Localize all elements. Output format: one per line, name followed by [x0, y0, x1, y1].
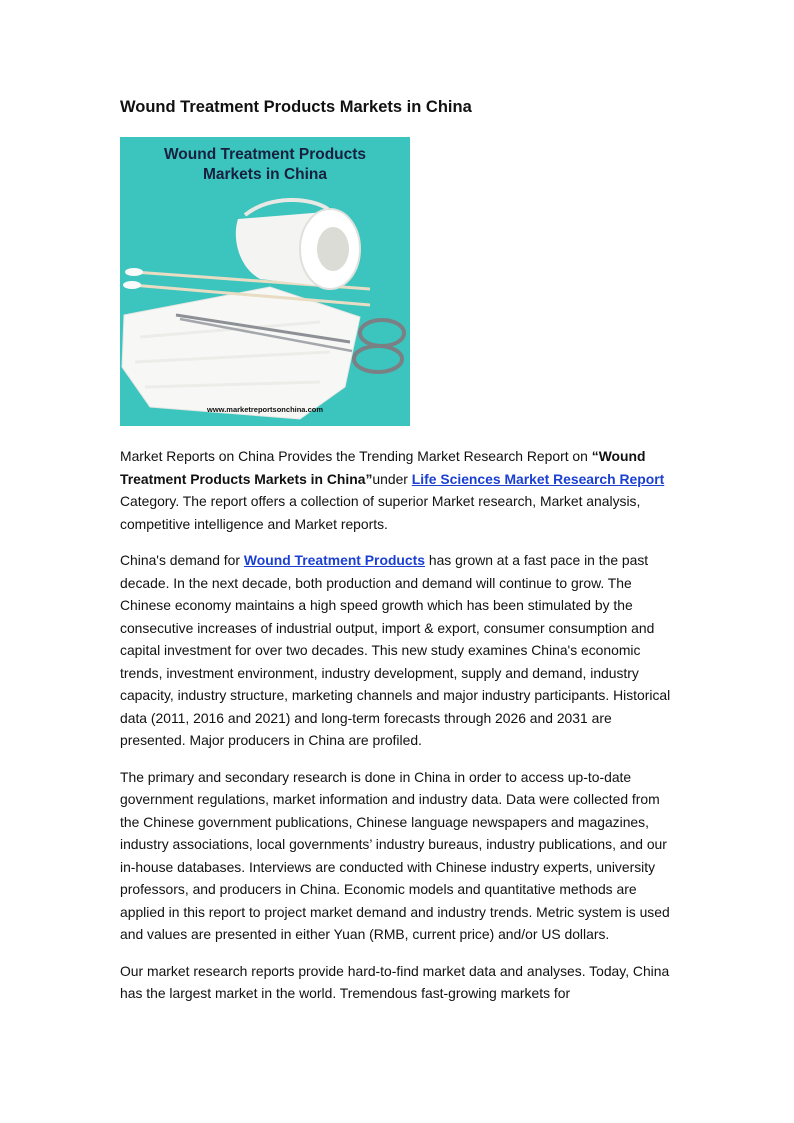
hero-title-line1: Wound Treatment Products	[163, 146, 367, 163]
intro-paragraph	[120, 445, 680, 535]
demand-text-2: has grown at a fast pace in the past decade. In the next decade, both production and demand will continue to grow. The Chinese economy maintains a high speed growth which has been stimulated by the consecutive increases of industrial output, import & export, consumer consumption and capital investment for over two decades. This new study examines China's economic trends, investment environment, industry development, supply and demand, industry capacity, industry structure, marketing channels and major industry participants. Historical data (2011, 2016 and 2021) and long-term forecasts through 2026 and 2031 are presented. Major producers in China are profiled.	[120, 552, 671, 748]
demand-paragraph	[120, 549, 680, 752]
research-paragraph: The primary and secondary research is done in China in order to access up-to-date government regulations, market information and industry data. Data were collected from the Chinese government publications, Chinese language newspapers and magazines, industry associations, local governments’ industry bureaus, industry publications, and our in-house databases. Interviews are conducted with Chinese industry experts, university professors, and producers in China. Economic models and quantitative methods are applied in this report to project market demand and industry trends. Metric system is used and values are presented in either Yuan (RMB, current price) and/or US dollars.	[120, 768, 670, 942]
intro-text-1: Market Reports on China Provides the Trending Market Research Report on	[120, 448, 592, 464]
intro-report-name: “Wound Treatment Products Markets in China”	[120, 448, 646, 487]
page-title: Wound Treatment Products Markets in China	[120, 98, 472, 116]
demand-text-1: China's demand for	[120, 552, 244, 568]
life-sciences-link[interactable]: Life Sciences Market Research Report	[411, 470, 665, 487]
intro-text-3: Category. The report offers a collection of superior Market research, Market analysis, competitive intelligence and Market reports.	[120, 493, 641, 532]
wound-treatment-products-link[interactable]: Wound Treatment Products	[243, 552, 425, 568]
hero-image	[120, 137, 410, 426]
hero-url: www.marketreportsonchina.com	[206, 405, 323, 414]
intro-text-2: under	[372, 470, 412, 487]
hero-title	[120, 145, 410, 185]
document-page	[120, 96, 680, 1005]
market-paragraph: Our market research reports provide hard-to-find market data and analyses. Today, China has the largest market in the world. Tremendous fast-growing markets for	[120, 962, 670, 1001]
hero-title-line2: Markets in China	[202, 166, 328, 183]
